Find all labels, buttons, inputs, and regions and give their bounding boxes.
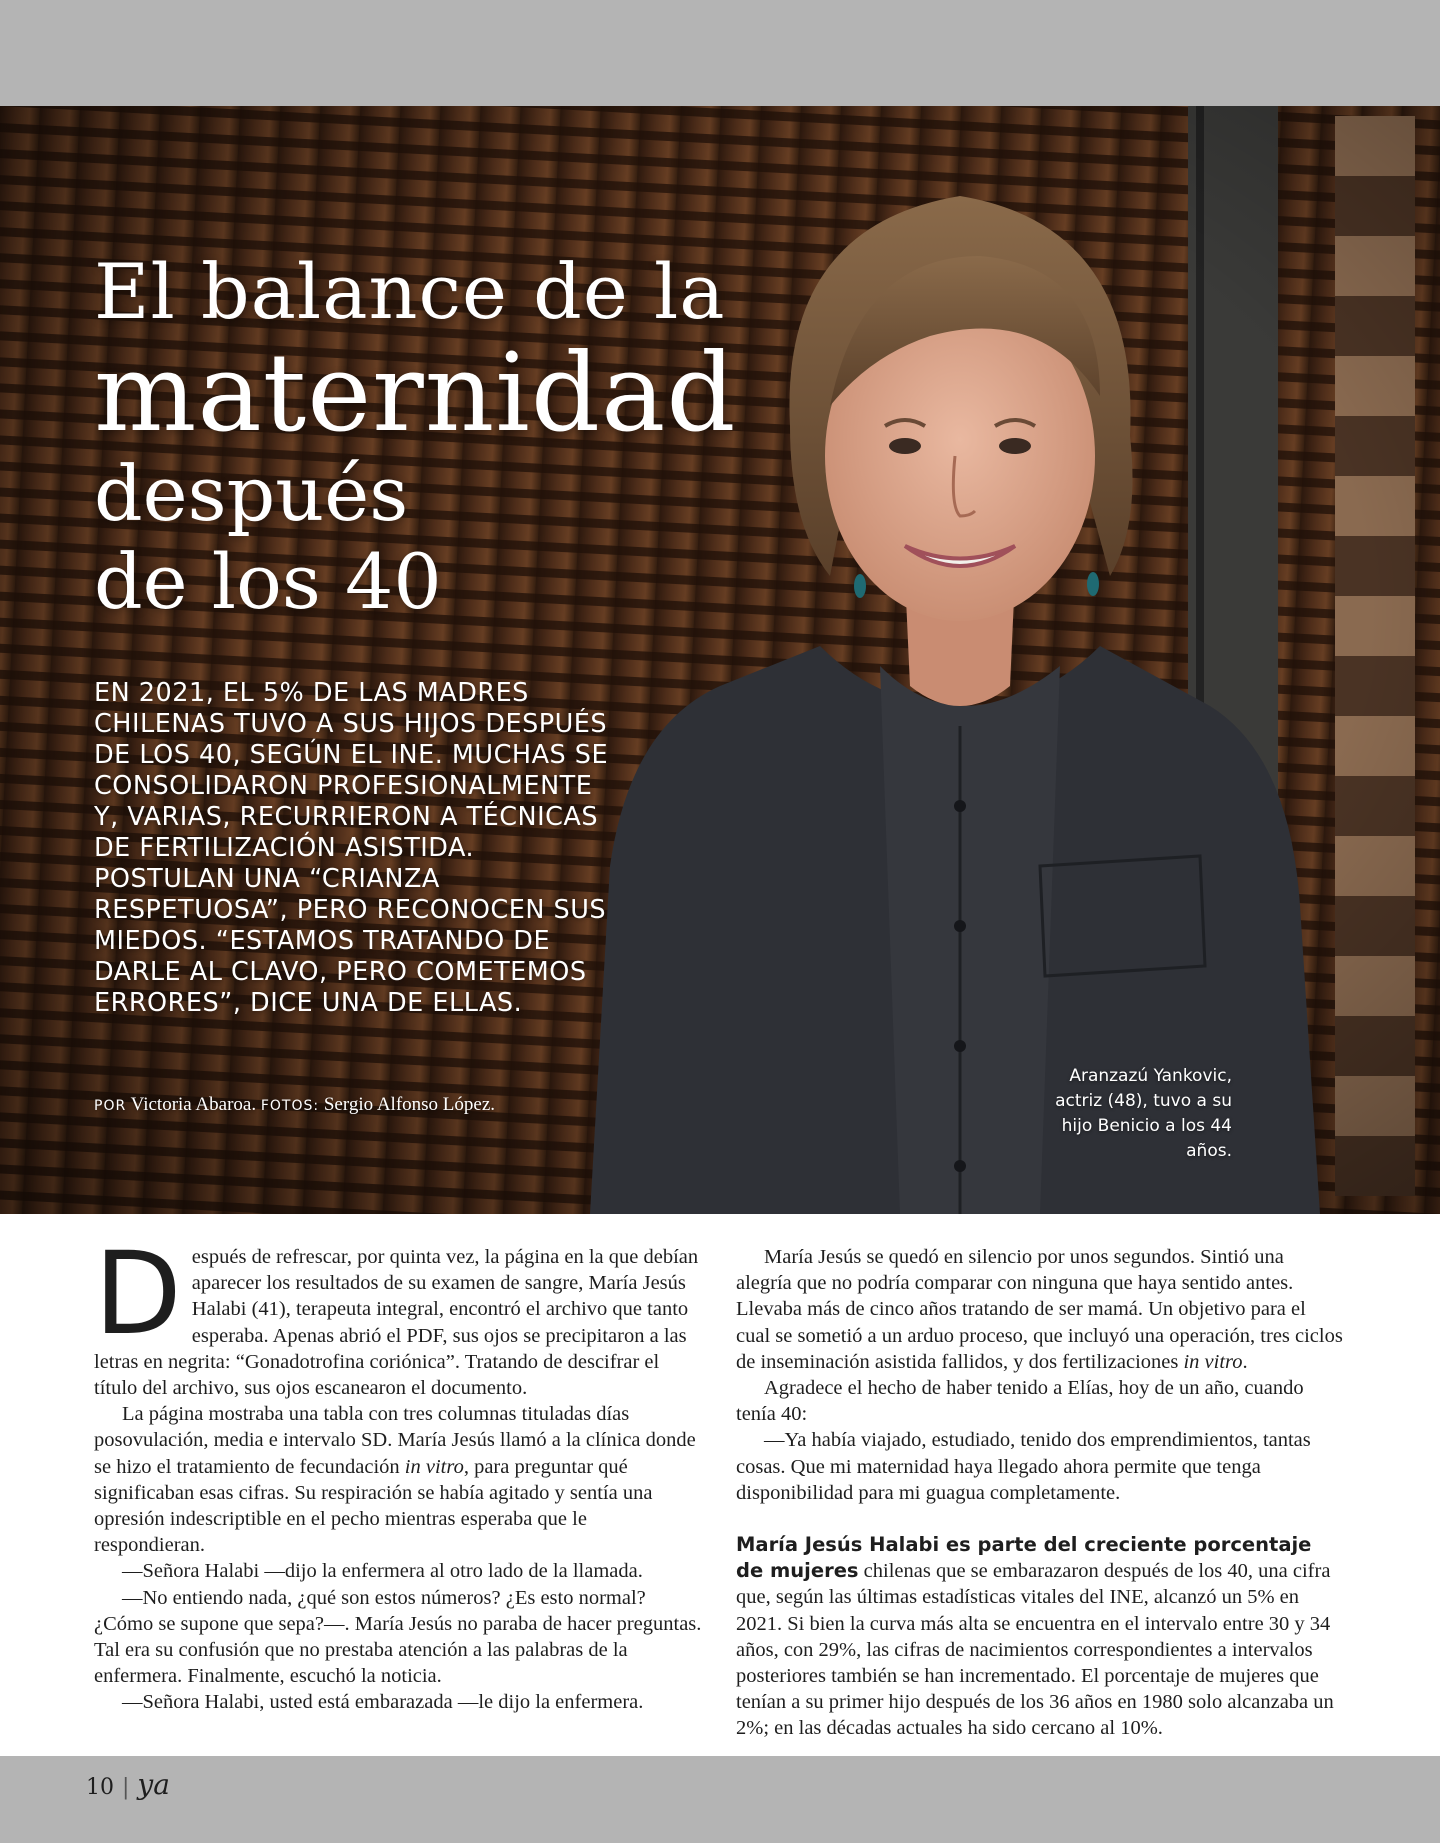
paragraph-text: María Jesús se quedó en silencio por unos segundos. Sintió una alegría que no podría comparar con ninguna que haya sentido antes. Llevaba más de cinco años tratando de ser mamá. Un objetivo para el cual se sometió a un arduo proceso, que incluyó una operación, tres ciclos de inseminación asistida fallidos, y dos fertilizaciones [736,1246,1343,1373]
byline [94,1094,495,1116]
page-number: 10 [86,1775,114,1800]
title-line-2: maternidad [94,331,737,456]
author-name: Victoria Abaroa. [130,1094,257,1115]
photo-caption: Aranzazú Yankovic, actriz (48), tuvo a su hijo Benicio a los 44 años. [1055,1066,1232,1161]
lead-in-text: María Jesús Halabi es parte del creciente porcentaje de mujeres [736,1533,1312,1583]
photographer-name: Sergio Alfonso López. [323,1094,496,1115]
italic-text: in vitro [404,1455,464,1478]
body-column-left [94,1227,702,1716]
magazine-page [0,106,1440,1756]
article-deck: EN 2021, EL 5% DE LAS MADRES CHILENAS TUVO A SUS HIJOS DESPUÉS DE LOS 40, SEGÚN EL INE. MUCHAS SE CONSOLIDARON PROFESIONALMENTE Y, VARIAS, RECURRIERON A TÉCNICAS DE FERTILIZACIÓN ASISTIDA. POSTULAN UNA “CRIANZA RESPETUOSA”, PERO RECONOCEN SUS MIEDOS. “ESTAMOS TRATANDO DE DARLE AL CLAVO, PERO COMETEMOS ERRORES”, DICE UNA DE ELLAS. [94,678,609,1018]
title-line-4: de los 40 [94,537,442,626]
folio-separator: | [122,1775,130,1800]
title-line-1: El balance de la [94,247,726,336]
byline-label: POR [94,1098,127,1114]
section-break [736,1506,1344,1532]
title-line-3: después [94,449,409,538]
paragraph [94,1401,702,1558]
paragraph-text: , para preguntar qué significaban esas cifras. Su respiración se había agitado y sentía una opresión indescriptible en el pecho mientras esperaba que le respondieran. [94,1455,653,1557]
hero-photo [0,106,1440,1214]
paragraph-text: La página mostraba una tabla con tres columnas tituladas días posovulación, media e intervalo SD. María Jesús llamó a la clínica donde se hizo el tratamiento de fecundación [94,1403,696,1478]
paragraph [94,1227,702,1401]
body-column-right [736,1244,1344,1742]
paragraph-text: . [1242,1350,1248,1373]
paragraph [736,1244,1344,1375]
magazine-logo: ya [137,1768,170,1801]
page-folio [86,1768,170,1801]
paragraph [736,1532,1344,1742]
paragraph: —Señora Halabi, usted está embarazada —le dijo la enfermera. [122,1691,644,1714]
photo-credit-label: FOTOS: [260,1098,320,1114]
paragraph: —Ya había viajado, estudiado, tenido dos emprendimientos, tantas cosas. Que mi maternidad haya llegado ahora permite que tenga disponibilidad para mi guagua completamente. [736,1429,1311,1504]
drop-cap: D [94,1227,182,1360]
paragraph: Agradece el hecho de haber tenido a Elías, hoy de un año, cuando tenía 40: [736,1377,1304,1426]
paragraph: —No entiendo nada, ¿qué son estos números? ¿Es esto normal? ¿Cómo se supone que sepa?—. María Jesús no paraba de hacer preguntas. Tal era su confusión que no prestaba atención a las palabras de la enfermera. Finalmente, escuchó la noticia. [94,1586,702,1688]
article-title [94,247,737,626]
paragraph: —Señora Halabi —dijo la enfermera al otro lado de la llamada. [122,1560,643,1583]
italic-text: in vitro [1183,1350,1243,1373]
paragraph-text: chilenas que se embarazaron después de los 40, una cifra que, según las últimas estadísticas vitales del INE, alcanzó un 5% en 2021. Si bien la curva más alta se encuentra en el intervalo entre 30 y 34 años, con 29%, las cifras de nacimientos correspondientes a intervalos posteriores también se han incrementado. El porcentaje de mujeres que tenían a su primer hijo después de los 36 años en 1980 solo alcanzaba un 2%; en las décadas actuales ha sido cercano al 10%. [736,1560,1334,1740]
paragraph-text: espués de refrescar, por quinta vez, la página en la que debían aparecer los resultados de su examen de sangre, María Jesús Halabi (41), terapeuta integral, encontró el archivo que tanto esperaba. Apenas abrió el PDF, sus ojos se precipitaron a las letras en negrita: “Gonadotrofina coriónica”. Tratando de descifrar el título del archivo, sus ojos escanearon el documento. [94,1246,699,1400]
